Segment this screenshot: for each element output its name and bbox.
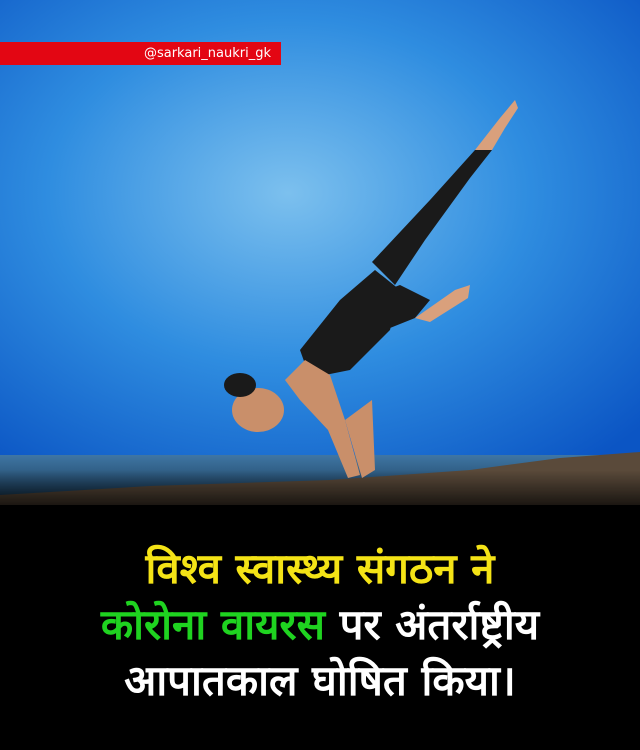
headline-line-2-rest: पर अंतर्राष्ट्रीय — [325, 599, 540, 649]
headline-line-3: आपातकाल घोषित किया। — [124, 656, 516, 706]
headline-highlight: कोरोना वायरस — [100, 599, 326, 649]
headline-line-1: विश्व स्वास्थ्य संगठन ने — [145, 543, 495, 593]
headline-line-2 — [101, 601, 539, 649]
watermark-banner: @sarkari_naukri_gk — [0, 42, 281, 65]
headline — [0, 500, 640, 750]
